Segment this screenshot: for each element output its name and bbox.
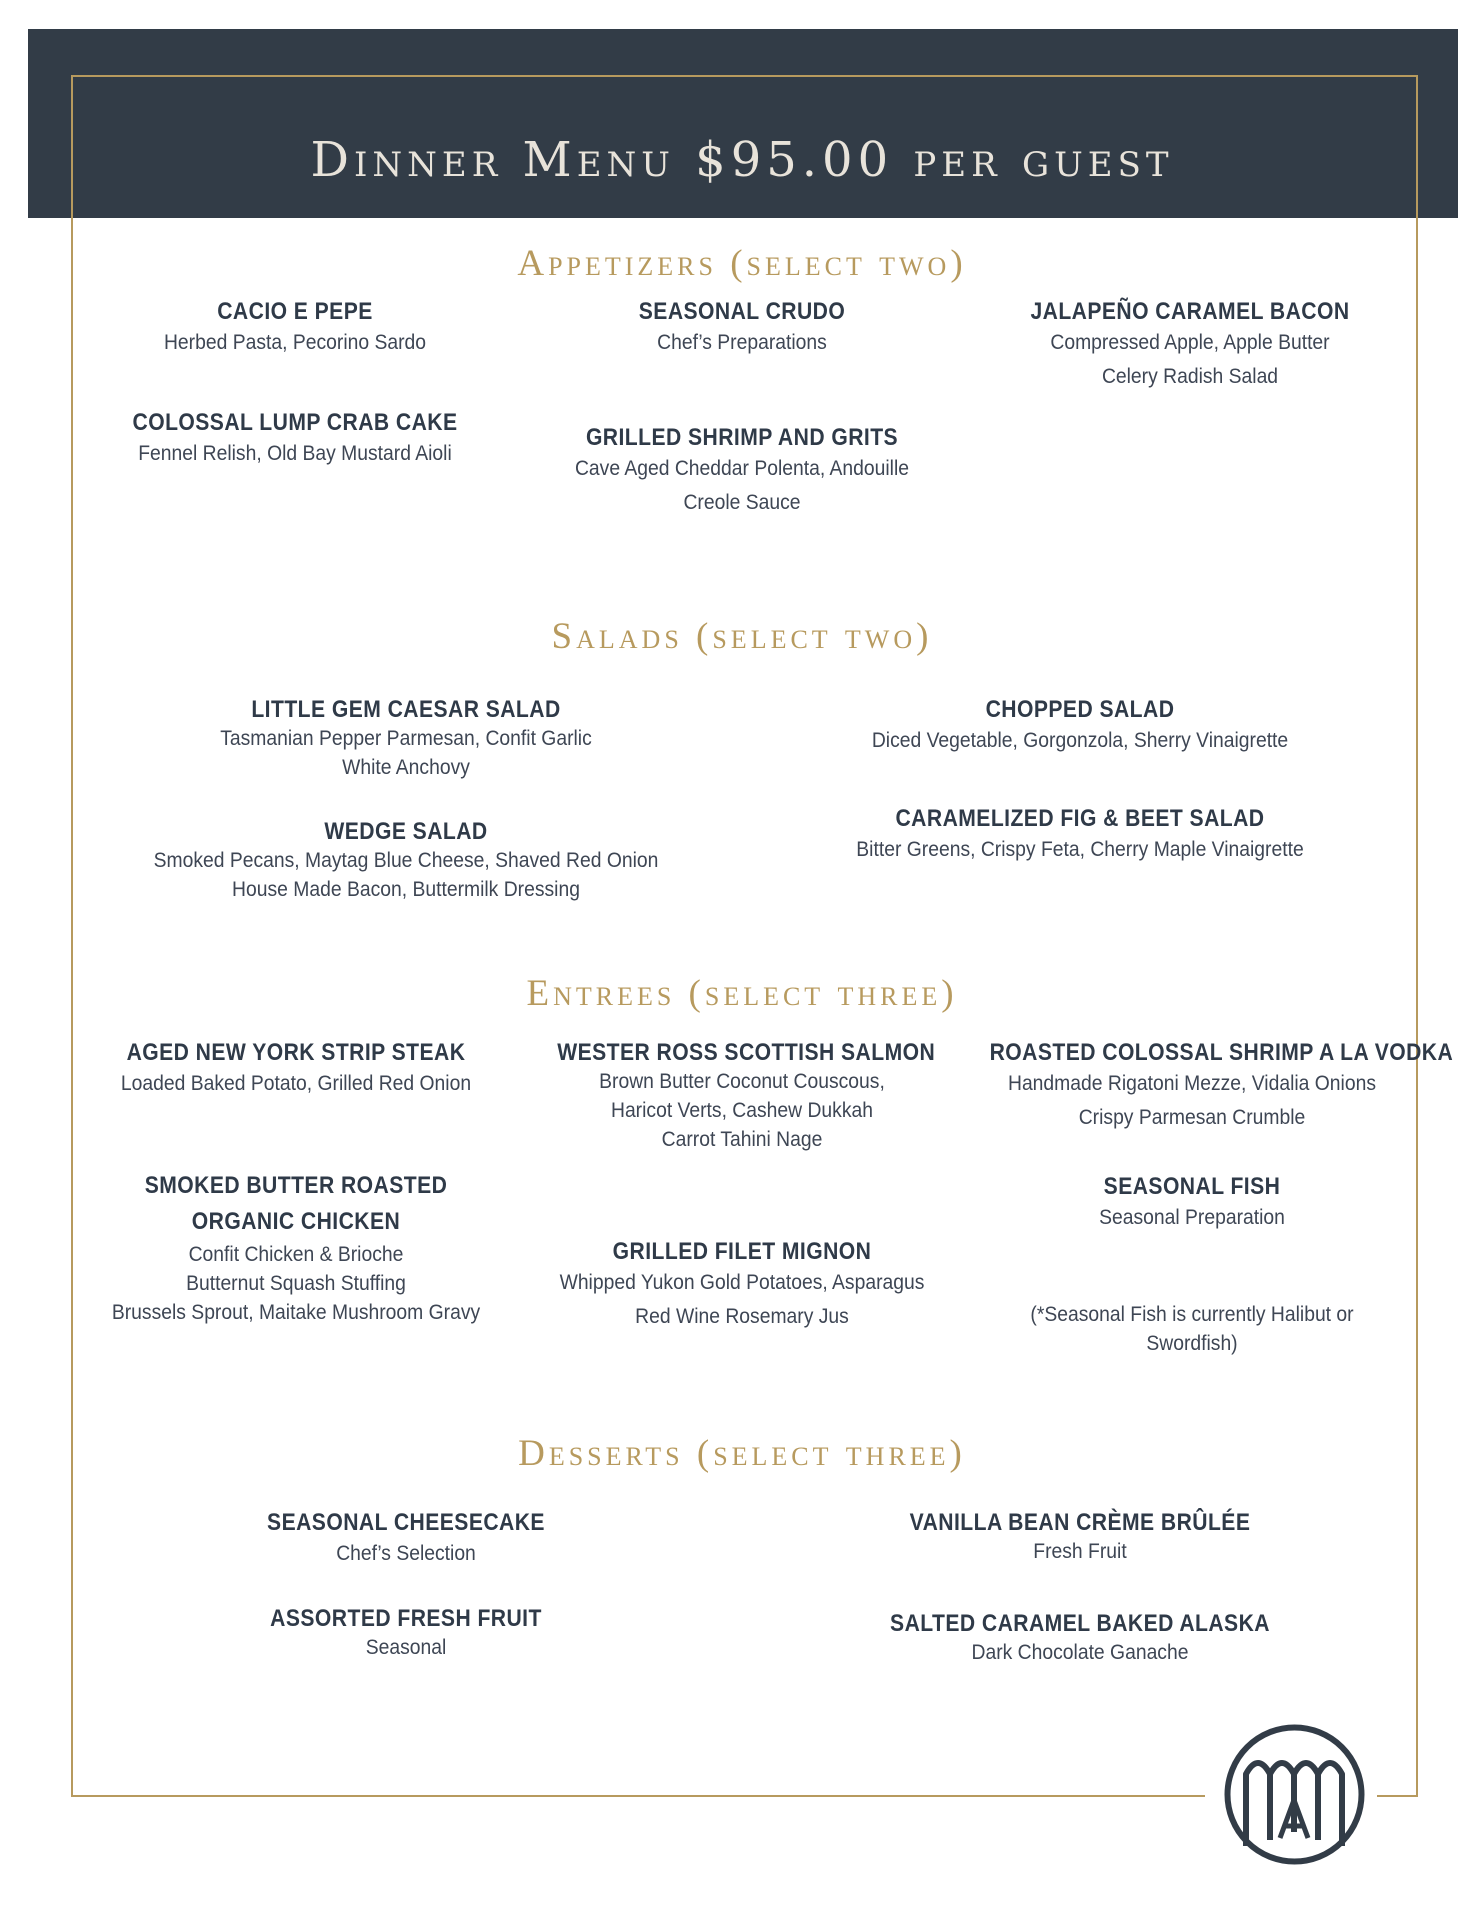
item-name: AGED NEW YORK STRIP STEAK [126, 1039, 466, 1066]
item-description: White Anchovy [342, 756, 470, 779]
item-name: LITTLE GEM CAESAR SALAD [251, 696, 561, 723]
menu-item [962, 1039, 1454, 1135]
item-description: Compressed Apple, Apple Butter [1050, 331, 1330, 354]
menu-item [780, 1509, 1380, 1566]
item-name: SMOKED BUTTER ROASTED [144, 1172, 448, 1199]
item-name: WEDGE SALAD [324, 818, 488, 845]
item-name: GRILLED SHRIMP AND GRITS [585, 424, 899, 451]
item-name: CHOPPED SALAD [985, 696, 1175, 723]
item-description: Brussels Sprout, Maitake Mushroom Gravy [111, 1301, 481, 1324]
item-description: Creole Sauce [683, 491, 801, 514]
menu-item [86, 1168, 506, 1327]
appetizers-heading: Appetizers (select two) [517, 243, 967, 284]
item-name: VANILLA BEAN CRÈME BRÛLÉE [909, 1509, 1251, 1536]
menu-item [106, 818, 706, 904]
item-name: WESTER ROSS SCOTTISH SALMON [557, 1039, 936, 1066]
item-name: CACIO E PEPE [217, 298, 373, 325]
item-description: Seasonal [365, 1636, 447, 1659]
item-description: Herbed Pasta, Pecorino Sardo [163, 331, 427, 354]
item-name: GRILLED FILET MIGNON [612, 1238, 872, 1265]
item-description: Smoked Pecans, Maytag Blue Cheese, Shaved Red Onion [153, 849, 659, 872]
item-name: JALAPEÑO CARAMEL BACON [1030, 298, 1350, 325]
item-name: ASSORTED FRESH FRUIT [270, 1605, 542, 1632]
item-description: Haricot Verts, Cashew Dukkah [610, 1099, 873, 1122]
entrees-heading: Entrees (select three) [526, 973, 958, 1014]
menu-item [990, 298, 1390, 394]
item-description: Fennel Relish, Old Bay Mustard Aioli [138, 442, 452, 465]
desserts-heading: Desserts (select three) [518, 1433, 966, 1474]
item-description: Handmade Rigatoni Mezze, Vidalia Onions [1007, 1072, 1376, 1095]
item-name: SEASONAL FISH [1103, 1173, 1281, 1200]
page-title: Dinner Menu $95.00 per guest [310, 132, 1174, 188]
item-description: Butternut Squash Stuffing [186, 1272, 406, 1295]
seasonal-fish-note [962, 1300, 1422, 1358]
item-name: SEASONAL CHEESECAKE [267, 1509, 545, 1536]
menu-item [95, 409, 495, 471]
item-description: Chef’s Preparations [657, 331, 827, 354]
menu-item [86, 1039, 506, 1101]
menu-item [780, 696, 1380, 758]
salads-heading: Salads (select two) [551, 616, 933, 657]
item-description: Red Wine Rosemary Jus [635, 1305, 849, 1328]
item-name: SEASONAL CRUDO [638, 298, 846, 325]
item-name: CARAMELIZED FIG & BEET SALAD [895, 805, 1265, 832]
item-description: Seasonal Preparation [1099, 1206, 1285, 1229]
menu-item [542, 424, 942, 520]
item-description: Celery Radish Salad [1101, 365, 1279, 388]
item-description: Confit Chicken & Brioche [188, 1243, 404, 1266]
item-description: Whipped Yukon Gold Potatoes, Asparagus [559, 1271, 925, 1294]
item-description: Chef’s Selection [336, 1542, 476, 1565]
menu-item [532, 1238, 952, 1334]
item-description: Bitter Greens, Crispy Feta, Cherry Maple Vinaigrette [856, 838, 1304, 861]
menu-item [106, 1509, 706, 1571]
item-name: SALTED CARAMEL BAKED ALASKA [890, 1610, 1270, 1637]
item-description: Dark Chocolate Ganache [971, 1641, 1189, 1664]
menu-item [532, 1039, 952, 1154]
item-name: COLOSSAL LUMP CRAB CAKE [132, 409, 458, 436]
menu-item [106, 696, 706, 782]
item-description: Loaded Baked Potato, Grilled Red Onion [120, 1072, 472, 1095]
item-description: Carrot Tahini Nage [661, 1128, 823, 1151]
item-description: Cave Aged Cheddar Polenta, Andouille [574, 457, 910, 480]
menu-item [95, 298, 495, 360]
item-description: Crispy Parmesan Crumble [1078, 1106, 1306, 1129]
menu-item [962, 1173, 1422, 1235]
menu-item [542, 298, 942, 360]
note-line: (*Seasonal Fish is currently Halibut or [1030, 1303, 1354, 1326]
menu-item [780, 1610, 1380, 1667]
menu-item [106, 1605, 706, 1662]
item-name: ORGANIC CHICKEN [191, 1208, 401, 1235]
item-description: Fresh Fruit [1033, 1540, 1127, 1563]
note-line: Swordfish) [1146, 1332, 1238, 1355]
item-description: Tasmanian Pepper Parmesan, Confit Garlic [220, 727, 592, 750]
monogram-logo-icon [1222, 1722, 1367, 1867]
item-description: Brown Butter Coconut Couscous, [599, 1070, 885, 1093]
menu-item [780, 805, 1380, 867]
item-name: ROASTED COLOSSAL SHRIMP A LA VODKA [989, 1039, 1454, 1066]
item-description: House Made Bacon, Buttermilk Dressing [232, 878, 580, 901]
item-description: Diced Vegetable, Gorgonzola, Sherry Vinaigrette [871, 729, 1289, 752]
